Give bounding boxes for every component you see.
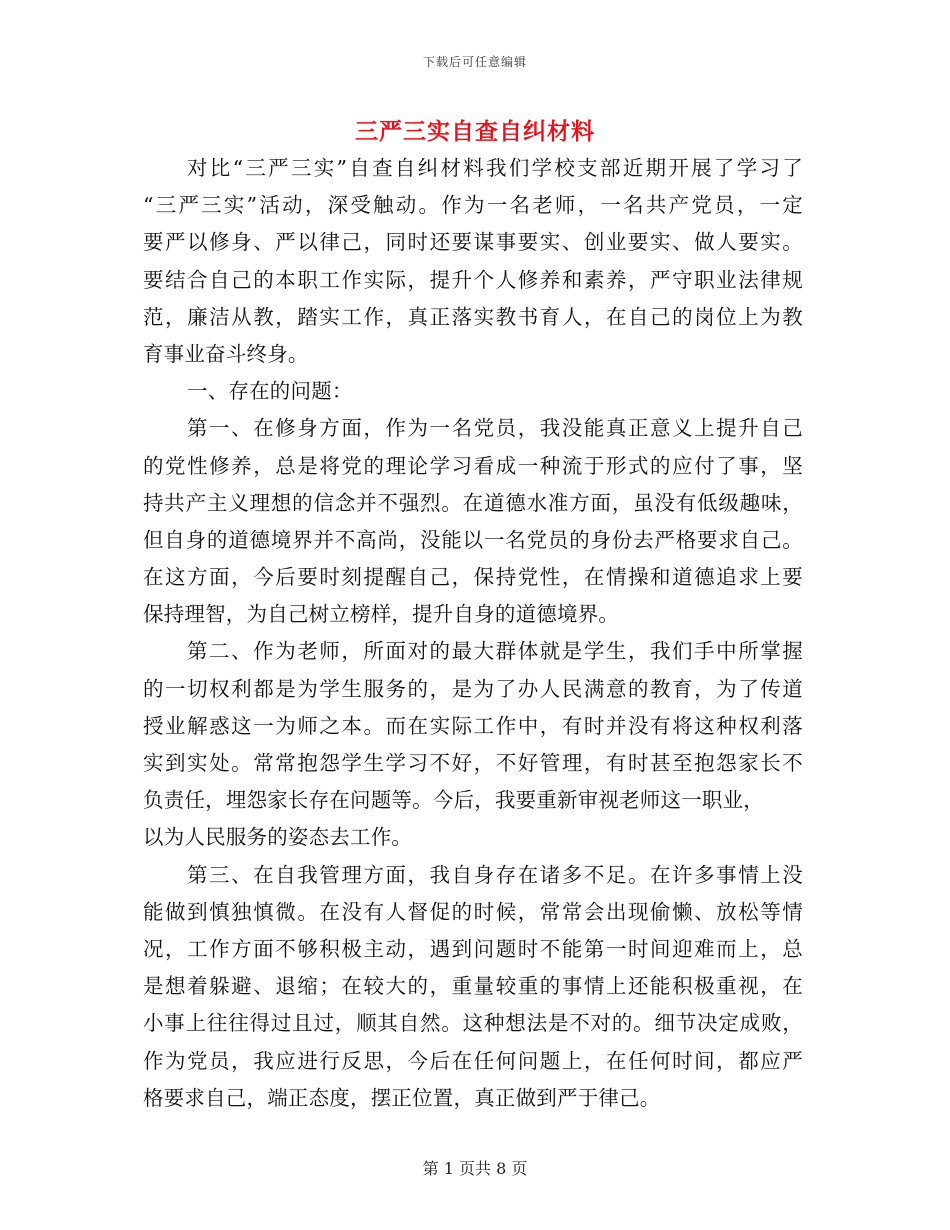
body-line: 实到实处。常常抱怨学生学习不好，不好管理，有时甚至抱怨家长不 xyxy=(143,751,803,775)
body-line: 要严以修身、严以律己，同时还要谋事要实、创业要实、做人要实。 xyxy=(143,230,803,255)
body-line: 在这方面，今后要时刻提醒自己，保持党性，在情操和道德追求上要 xyxy=(143,565,803,590)
section-heading: 一、存在的问题： xyxy=(187,379,353,404)
body-line: 是想着躲避、退缩；在较大的，重量较重的事情上还能积极重视，在 xyxy=(143,974,803,999)
body-line: 第二、作为老师，所面对的最大群体就是学生，我们手中所掌握 xyxy=(187,639,803,664)
body-line: 要结合自己的本职工作实际，提升个人修养和素养，严守职业法律规 xyxy=(143,267,803,292)
body-line: 的一切权利都是为学生服务的，是为了办人民满意的教育，为了传道 xyxy=(143,676,803,701)
body-line: 小事上往往得过且过，顺其自然。这种想法是不对的。细节决定成败， xyxy=(143,1011,803,1036)
body-line: 授业解惑这一为师之本。而在实际工作中，有时并没有将这种权利落 xyxy=(143,713,803,738)
body-line: 作为党员，我应进行反思，今后在任何问题上，在任何时间，都应严 xyxy=(143,1048,803,1073)
body-line: 对比“三严三实”自查自纠材料我们学校支部近期开展了学习了 xyxy=(187,156,803,180)
body-line: 育事业奋斗终身。 xyxy=(143,341,309,366)
body-line: 以为人民服务的姿态去工作。 xyxy=(143,825,413,850)
body-line: 第三、在自我管理方面，我自身存在诸多不足。在许多事情上没 xyxy=(187,862,803,887)
document-title: 三严三实自查自纠材料 xyxy=(355,118,595,145)
body-line: 持共产主义理想的信念并不强烈。在道德水准方面，虽没有低级趣味， xyxy=(143,490,803,515)
body-line: 负责任，埋怨家长存在问题等。今后，我要重新审视老师这一职业， xyxy=(143,788,764,813)
body-line: 范，廉洁从教，踏实工作，真正落实教书育人，在自己的岗位上为教 xyxy=(143,304,803,329)
page-number: 第 1 页共 8 页 xyxy=(422,1159,528,1178)
header-note: 下载后可任意编辑 xyxy=(422,55,527,69)
body-line: 但自身的道德境界并不高尚，没能以一名党员的身份去严格要求自己。 xyxy=(143,527,803,552)
body-line: 能做到慎独慎微。在没有人督促的时候，常常会出现偷懒、放松等情 xyxy=(143,899,803,924)
body-line: 第一、在修身方面，作为一名党员，我没能真正意义上提升自己 xyxy=(187,416,803,441)
body-line: “三严三实”活动，深受触动。作为一名老师，一名共产党员，一定 xyxy=(143,193,803,218)
body-line: 保持理智，为自己树立榜样，提升自身的道德境界。 xyxy=(143,602,620,627)
body-line: 格要求自己，端正态度，摆正位置，真正做到严于律己。 xyxy=(143,1085,661,1110)
document-body xyxy=(143,150,803,1117)
body-line: 况，工作方面不够积极主动，遇到问题时不能第一时间迎难而上，总 xyxy=(143,936,803,961)
body-line: 的党性修养，总是将党的理论学习看成一种流于形式的应付了事，坚 xyxy=(143,453,803,478)
